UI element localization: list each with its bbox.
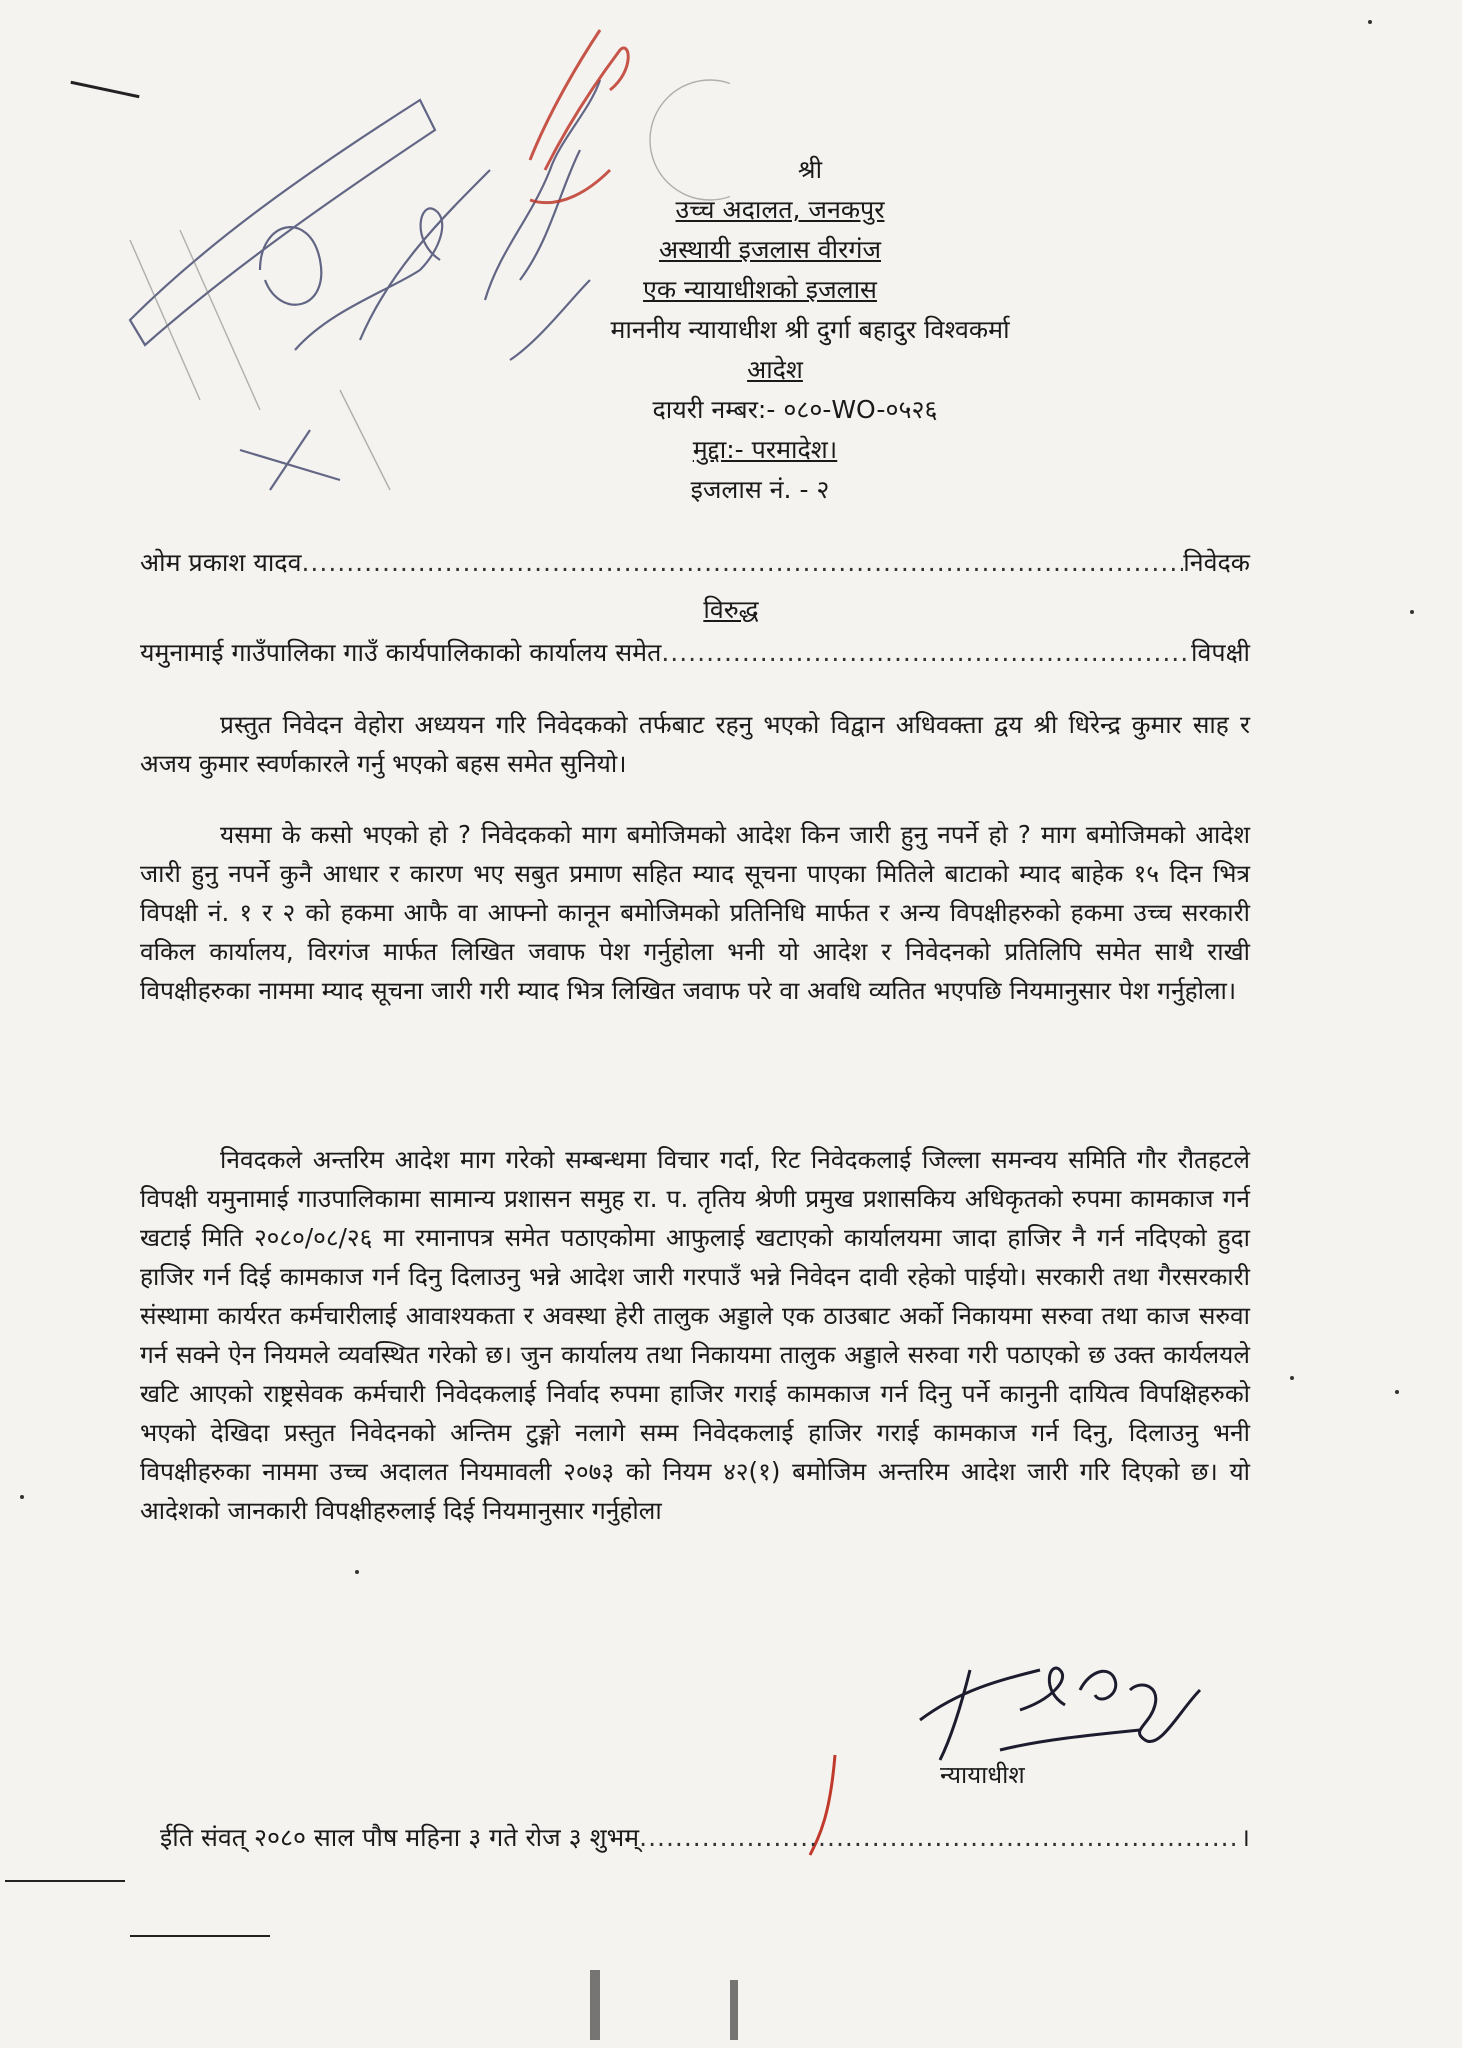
scan-artifact bbox=[590, 1970, 600, 2040]
versus-label: विरुद्ध bbox=[703, 595, 759, 624]
case-type: मुद्दा:- परमादेश। bbox=[692, 435, 838, 464]
petitioner-name: ओम प्रकाश यादव bbox=[140, 548, 302, 577]
leader-dots bbox=[639, 1823, 1240, 1852]
closing-line bbox=[160, 1820, 1250, 1854]
paragraph-hearing: प्रस्तुत निवेदन वेहोरा अध्ययन गरि निवेदकको तर्फबाट रहनु भएको विद्वान अधिवक्ता द्वय श्री धिरेन्द्र कुमार साह र अजय कुमार स्वर्णकारले गर्नु भएको बहस समेत सुनियो। bbox=[140, 709, 1250, 778]
judge-name: माननीय न्यायाधीश श्री दुर्गा बहादुर विश्वकर्मा bbox=[610, 315, 1010, 344]
closing-date-text: ईति संवत् २०८० साल पौष महिना ३ गते रोज ३ शुभम् bbox=[160, 1823, 640, 1852]
judge-signature bbox=[900, 1650, 1240, 1770]
petitioner-role: निवेदक bbox=[1183, 548, 1250, 577]
judge-label: न्यायाधीश bbox=[940, 1761, 1025, 1789]
court-header bbox=[470, 150, 1030, 510]
shree-label: श्री bbox=[797, 155, 823, 184]
bench-name: अस्थायी इजलास वीरगंज bbox=[658, 235, 882, 264]
closing-end-mark: । bbox=[1240, 1823, 1250, 1852]
bench-number: इजलास नं. - २ bbox=[690, 475, 830, 504]
court-name: उच्च अदालत, जनकपुर bbox=[675, 195, 885, 224]
scan-artifact bbox=[5, 1880, 125, 1882]
paragraph-interim-order: निवदकले अन्तरिम आदेश माग गरेको सम्बन्धमा विचार गर्दा, रिट निवेदकलाई जिल्ला समन्वय समिति गौर रौतहटले विपक्षी यमुनामाई गाउपालिकामा सामान्य प्रशासन समुह रा. प. तृतिय श्रेणी प्रमुख प्रशासकिय अधिकृतको रुपमा कामकाज गर्न खटाई मिति २०८०/०८/२६ मा रमानापत्र समेत पठाएकोमा आफुलाई खटाएको कार्यालयमा जादा हाजिर नै गर्न नदिएको हुदा हाजिर गर्न दिई कामकाज गर्न दिनु दिलाउनु भन्ने आदेश जारी गरपाउँ भन्ने निवेदन दावी रहेको पाईयो। सरकारी तथा गैरसरकारी संस्थामा कार्यरत कर्मचारीलाई आवाश्यकता र अवस्था हेरी तालुक अड्डाले एक ठाउबाट अर्को निकायमा सरुवा तथा काज सरुवा गर्न सक्ने ऐन नियमले व्यवस्थित गरेको छ। जुन कार्यालय तथा निकायमा तालुक अड्डाले सरुवा गरी पठाएको छ उक्त कार्यलयले खटि आएको राष्ट्रसेवक कर्मचारी निवेदकलाई निर्वाद रुपमा हाजिर गराई कामकाज गर्न दिनु पर्ने कानुनी दायित्व विपक्षिहरुको भएको देखिदा प्रस्तुत निवेदनको अन्तिम टुङ्गो नलागे सम्म निवेदकलाई हाजिर गराई कामकाज गर्न दिनु, दिलाउनु भनी विपक्षीहरुका नाममा उच्च अदालत नियमावली २०७३ को नियम ४२(१) बमोजिम अन्तरिम आदेश जारी गरि दिएको छ। यो आदेशको जानकारी विपक्षीहरुलाई दिई नियमानुसार गर्नुहोला bbox=[140, 1144, 1250, 1525]
scan-artifact bbox=[130, 1935, 270, 1937]
respondent-name: यमुनामाई गाउँपालिका गाउँ कार्यपालिकाको कार्यालय समेत bbox=[140, 638, 662, 667]
registry-number: दायरी नम्बर:- ०८०-WO-०५२६ bbox=[652, 395, 938, 424]
bench-type: एक न्यायाधीशको इजलास bbox=[643, 275, 877, 304]
respondent-role: विपक्षी bbox=[1191, 638, 1250, 667]
leader-dots bbox=[301, 548, 1183, 577]
paragraph-show-cause: यसमा के कसो भएको हो ? निवेदकको माग बमोजिमको आदेश किन जारी हुनु नपर्ने हो ? माग बमोजिमको आदेश जारी हुनु नपर्ने कुनै आधार र कारण भए सबुत प्रमाण सहित म्याद सूचना पाएका मितिले बाटाको म्याद बाहेक १५ दिन भित्र विपक्षी नं. १ र २ को हकमा आफै वा आफ्नो कानून बमोजिमको प्रतिनिधि मार्फत र अन्य विपक्षीहरुको हकमा उच्च सरकारी वकिल कार्यालय, विरगंज मार्फत लिखित जवाफ पेश गर्नुहोला भनी यो आदेश र निवेदनको प्रतिलिपि समेत साथै राखी विपक्षीहरुका नाममा म्याद सूचना जारी गरी म्याद भित्र लिखित जवाफ परे वा अवधि व्यतित भएपछि नियमानुसार पेश गर्नुहोला। bbox=[140, 819, 1250, 1005]
leader-dots bbox=[661, 638, 1191, 667]
petitioner-row bbox=[140, 545, 1250, 579]
scan-artifact bbox=[730, 1980, 738, 2040]
order-title: आदेश bbox=[747, 355, 803, 384]
respondent-row bbox=[140, 635, 1250, 669]
